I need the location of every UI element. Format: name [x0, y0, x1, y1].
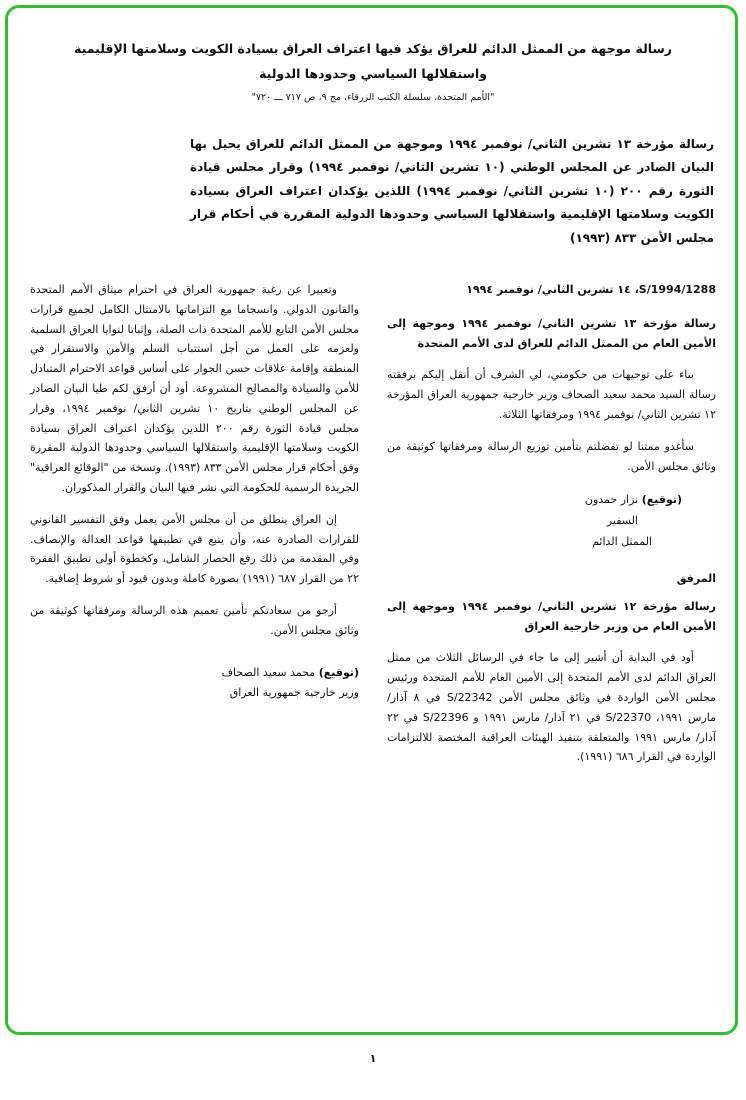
minister-paragraph-2: إن العراق ينطلق من أن مجلس الأمن يعمل وفق التفسير القانوني للقرارات الصادرة عنه، وأن يتبع في تطبيقها قواعد العدالة والإنصاف. وفي المقدمة من ذلك رفع الحصار الشامل، وكخطوة أولى تطبيق الفقرة ٢٢ من القرار ٦٨٧ (١٩٩١) بصورة كاملة وبدون قيود أو شروط إضافية.	[30, 512, 359, 586]
signature-title: وزير خارجية جمهورية العراق	[229, 686, 359, 700]
signature-block-ambassador	[387, 490, 682, 553]
signature-block-minister	[30, 663, 359, 705]
signature-title-1: السفير	[606, 514, 638, 528]
signature-label: (توقيع)	[641, 493, 682, 507]
minister-paragraph-3: أرجو من سعادتكم تأمين تعميم هذه الرسالة ومرفقاتها كوثيقة من وثائق مجلس الأمن.	[30, 603, 359, 637]
annex-heading: رسالة مؤرخة ١٢ تشرين الثاني/ نوفمبر ١٩٩٤ وموجهة إلى الأمين العام من وزير خارجية العراق	[387, 599, 716, 633]
letter-paragraph-2: سأغدو ممتنا لو تفضلتم بتأمين توزيع الرسالة ومرفقاتها كوثيقة من وثائق مجلس الأمن.	[387, 439, 716, 473]
title-line-1: رسالة موجهة من الممثل الدائم للعراق يؤكد فيها اعتراف العراق بسيادة الكويت وسلامتها الإقليمية	[74, 41, 672, 56]
left-column	[30, 280, 359, 779]
signature-name: نزار حمدون	[584, 493, 639, 507]
signature-title-2: الممثل الدائم	[592, 535, 652, 549]
summary-paragraph: رسالة مؤرخة ١٣ تشرين الثاني/ نوفمبر ١٩٩٤ وموجهة من الممثل الدائم للعراق يحيل بها البيان الصادر عن المجلس الوطني (١٠ تشرين الثاني/ نوفمبر ١٩٩٤) وقرار مجلس قيادة الثورة رقم ٢٠٠ (١٠ تشرين الثاني/ نوفمبر ١٩٩٤) اللذين يؤكدان اعتراف العراق بسيادة الكويت وسلامتها الإقليمية واستقلالها السياسي وحدودها الدولية المقررة في أحكام قرار مجلس الأمن ٨٣٣ (١٩٩٣)	[190, 137, 715, 245]
document-title	[30, 36, 716, 86]
annex-label: المرفق	[676, 572, 716, 585]
signature-line	[387, 490, 682, 511]
letter-heading: رسالة مؤرخة ١٣ تشرين الثاني/ نوفمبر ١٩٩٤ وموجهة إلى الأمين العام من الممثل الدائم للعراق لدى الأمم المتحدة	[387, 316, 716, 350]
minister-paragraph-1: وتعبيرا عن رغبة جمهورية العراق في احترام ميثاق الأمم المتحدة والقانون الدولي. وانسجاما مع التزاماتها بالامتثال الكامل لجميع قرارات مجلس الأمن التابع للأمم المتحدة ذات الصلة، وإثباتا لنوايا العراق السلمية ولعزمه على العمل من أجل استتباب السلم والأمن والاستقرار في المنطقة وإقامة علاقات حسن الجوار على أساس قواعد الاحترام المتبادل للأمن والسيادة والمصالح المشروعة. أود أن أرفق لكم طيا البيان الصادر عن المجلس الوطني بتاريخ ١٠ تشرين الثاني/ نوفمبر ١٩٩٤، وقرار مجلس قيادة الثورة رقم ٢٠٠ اللذين يؤكدان اعتراف العراق بسيادة الكويت وسلامتها الإقليمية واستقلالها السياسي وحدودها الدولية المقررة وفق أحكام قرار مجلس الأمن ٨٣٣ (١٩٩٣). ونسخة من "الوقائع العراقية" الجريدة الرسمية للحكومة التي نشر فيها البيان والقرار المذكوران.	[30, 282, 359, 494]
page-number: ١	[369, 1052, 377, 1065]
two-column-body	[30, 280, 716, 779]
document-content	[30, 36, 716, 779]
signature-label: (توقيع)	[318, 665, 359, 679]
annex-paragraph: أود في البداية أن أشير إلى ما جاء في الرسائل الثلاث من ممثل العراق الدائم لدى الأمم المتحدة إلى الأمين العام للأمم المتحدة ورئيس مجلس الأمن الواردة في وثائق مجلس الأمن S/22342 في ٨ آذار/ مارس ١٩٩١، S/22370 في ٢١ آذار/ مارس ١٩٩١ و S/22396 في ٢٢ آذار/ مارس ١٩٩١ والمتعلقة بتنفيذ الهيئات العراقية المختصة للالتزامات الواردة في القرار ٦٨٦ (١٩٩١).	[387, 651, 717, 764]
source-citation: "الأمم المتحدة، سلسلة الكتب الزرقاء، مج ٩، ص ٧١٧ ـــ ٧٢٠"	[251, 92, 495, 103]
signature-line	[30, 663, 359, 684]
right-column	[387, 280, 716, 779]
letter-paragraph-1: بناء على توجيهات من حكومتي، لي الشرف أن أنقل إليكم برفقته رسالة السيد محمد سعيد الصحاف وزير خارجية جمهورية العراق المؤرخة ١٢ تشرين الثاني/ نوفمبر ١٩٩٤ ومرفقاتها الثلاثة.	[387, 368, 716, 421]
document-reference: S/1994/1288، ١٤ تشرين الثاني/ نوفمبر ١٩٩٤	[466, 282, 716, 296]
signature-name: محمد سعيد الصحاف	[221, 665, 316, 679]
title-line-2: واستقلالها السياسي وحدودها الدولية	[259, 66, 487, 81]
